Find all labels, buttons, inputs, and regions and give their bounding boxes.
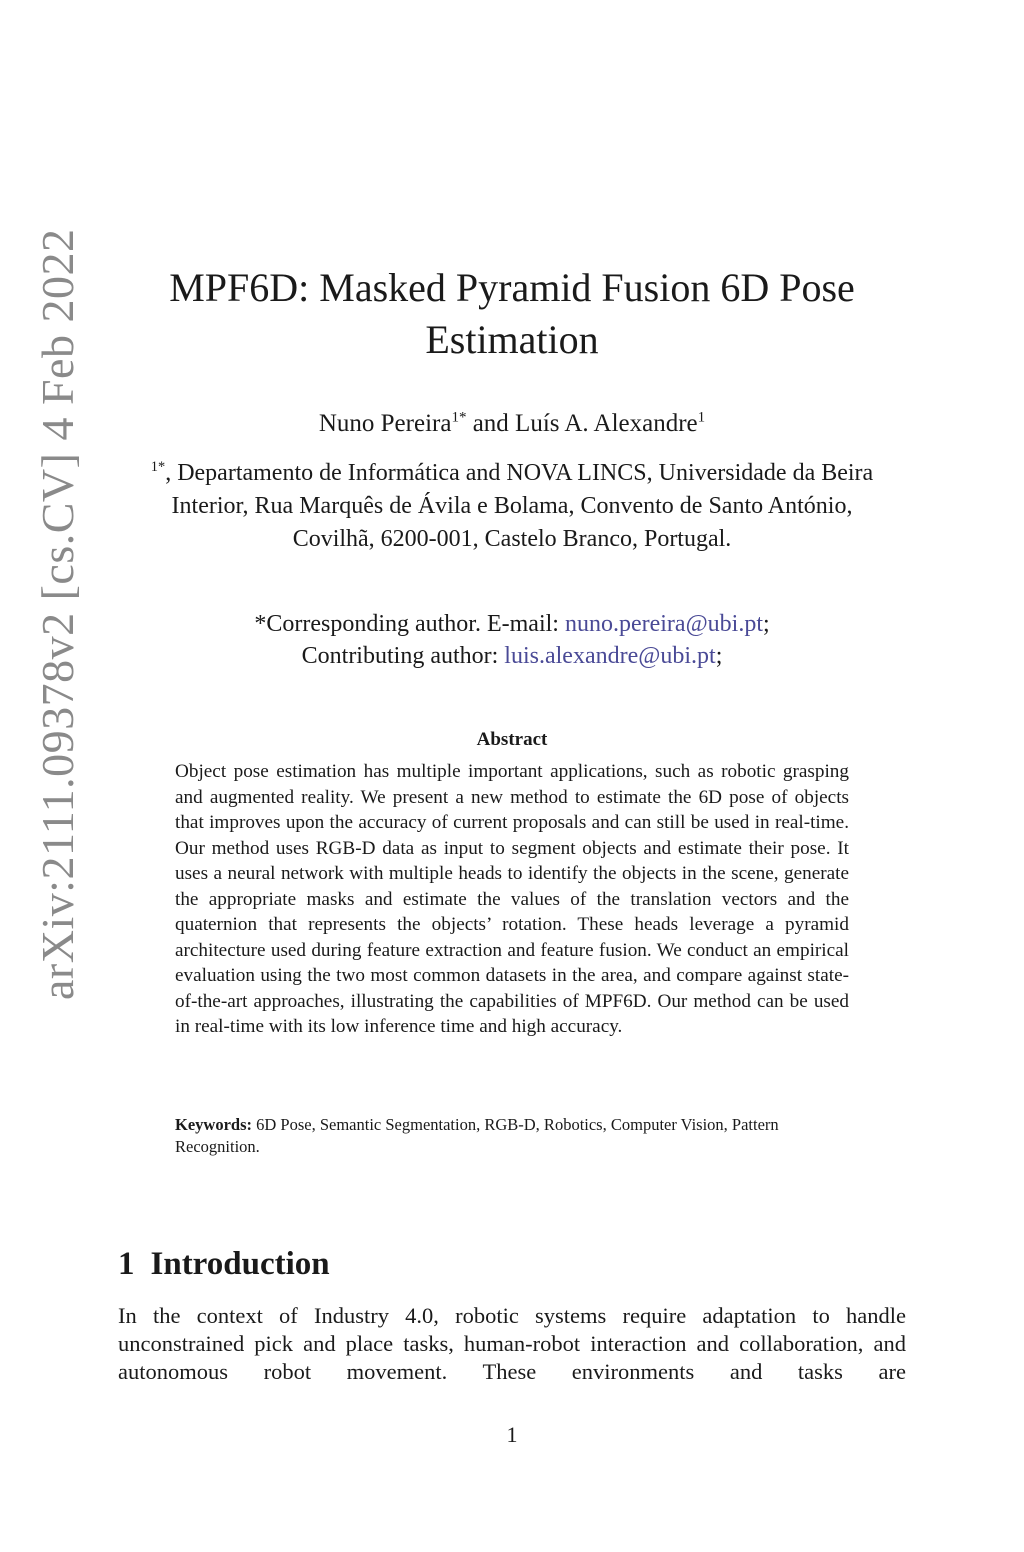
corresponding-email-link[interactable]: nuno.pereira@ubi.pt — [564, 611, 763, 637]
contributing-label: Contributing author: — [301, 643, 505, 669]
contributing-email-link[interactable]: luis.alexandre@ubi.pt — [504, 643, 716, 669]
affiliation-text: , Departamento de Informática and NOVA LINCS, Universidade da Beira Interior, Rua Marquês de Ávila e Bolama, Convento de Santo António, Covilhã, 6200-001, Castelo Branco, Portugal. — [165, 460, 874, 552]
section-number: 1 — [118, 1246, 135, 1282]
line-end: ; — [715, 643, 723, 669]
page-number: 1 — [506, 1422, 518, 1447]
correspondence — [130, 608, 894, 672]
affiliation-mark: 1* — [150, 459, 166, 475]
keywords-text: 6D Pose, Semantic Segmentation, RGB-D, Robotics, Computer Vision, Pattern Recognition. — [175, 1115, 779, 1156]
author-conjunction: and — [466, 410, 516, 437]
author-line — [130, 407, 894, 441]
abstract-heading: Abstract — [476, 729, 548, 750]
corresponding-label: *Corresponding author. E-mail: — [254, 611, 565, 637]
section-heading — [118, 1243, 330, 1285]
paper-title: MPF6D: Masked Pyramid Fusion 6D Pose Estimation — [169, 265, 855, 362]
author-affiliation-mark: 1 — [697, 409, 706, 426]
affiliation — [130, 457, 894, 556]
author-name: Luís A. Alexandre — [515, 410, 698, 437]
corresponding-author-line — [130, 608, 894, 640]
keywords-label: Keywords: — [175, 1115, 252, 1134]
author-name: Nuno Pereira — [318, 410, 452, 437]
author-affiliation-mark: 1* — [451, 409, 467, 426]
keywords — [175, 1114, 849, 1158]
introduction-paragraph: In the context of Industry 4.0, robotic systems require adaptation to handle unconstrained pick and place tasks, human-robot interaction and collaboration, and autonomous robot movement. These environments and tasks are — [118, 1303, 906, 1384]
arxiv-identifier: arXiv:2111.09378v2 [cs.CV] 4 Feb 2022 — [32, 228, 83, 1000]
abstract-text: Object pose estimation has multiple important applications, such as robotic grasping and augmented reality. We present a new method to estimate the 6D pose of objects that improves upon the accuracy of current proposals and can still be used in real-time. Our method uses RGB-D data as input to segment objects and estimate their pose. It uses a neural network with multiple heads to identify the objects in the scene, generate the appropriate masks and estimate the values of the translation vectors and the quaternion that represents the objects’ rotation. These heads leverage a pyramid architecture used during feature extraction and feature fusion. We conduct an empirical evaluation using the two most common datasets in the area, and compare against state-of-the-art approaches, illustrating the capabilities of MPF6D. Our method can be used in real-time with its low inference time and high accuracy. — [175, 761, 849, 1037]
contributing-author-line — [130, 640, 894, 672]
line-end: ; — [763, 611, 770, 637]
section-title-text: Introduction — [150, 1246, 330, 1282]
